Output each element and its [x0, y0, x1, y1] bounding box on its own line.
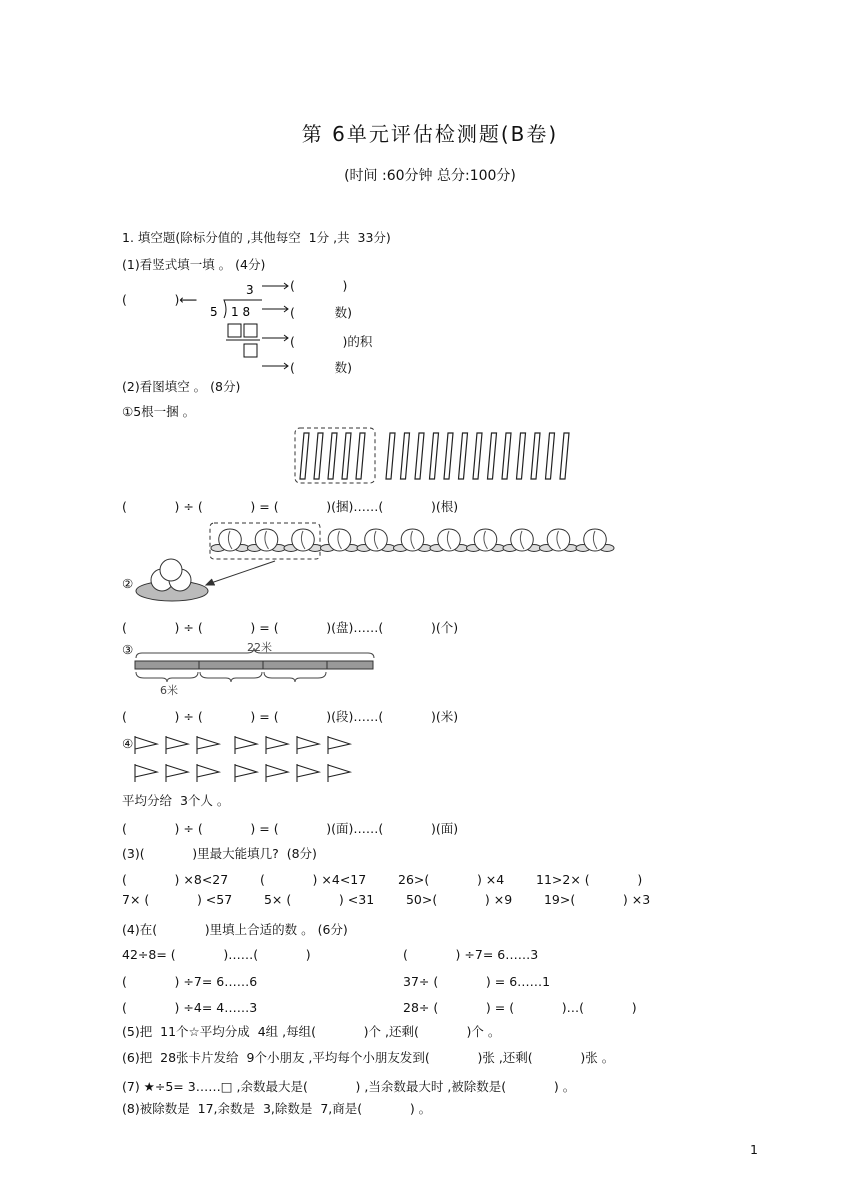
q1-answer-3: ( )的积	[290, 334, 373, 349]
q2-sub4-answer: ( ) ÷ ( ) = ( )(面)……( )(面)	[122, 821, 459, 836]
flag	[266, 736, 288, 754]
q1-label: (1)看竖式填一填 。 (4分)	[122, 257, 266, 272]
q4-item-a: 42÷8= ( )……( )	[122, 947, 311, 962]
flag	[235, 736, 257, 754]
peach	[394, 529, 432, 552]
page-subtitle: (时间 :60分钟 总分:100分)	[344, 168, 516, 184]
q2-sub1-answer: ( ) ÷ ( ) = ( )(捆)……( )(根)	[122, 499, 459, 514]
stick	[415, 433, 424, 479]
stick	[444, 433, 453, 479]
peach	[357, 529, 395, 552]
peaches-illustration	[120, 518, 620, 610]
total-length-label: 22米	[247, 641, 272, 654]
stick	[459, 433, 468, 479]
q1-left-blank: ( )⟵	[122, 292, 198, 307]
flag	[166, 764, 188, 782]
blank-box	[244, 344, 257, 357]
flag	[328, 736, 350, 754]
peach	[503, 529, 541, 552]
peach	[211, 529, 249, 552]
q1-answer-1: ( )	[290, 278, 348, 293]
stick	[473, 433, 482, 479]
stick	[356, 433, 365, 479]
q2-sub3-answer: ( ) ÷ ( ) = ( )(段)……( )(米)	[122, 709, 459, 724]
rope-diagram	[132, 638, 377, 700]
flag	[135, 764, 157, 782]
q2-sub2-marker: ②	[122, 576, 134, 591]
stick	[300, 433, 309, 479]
q2-sub4-text: 平均分给 3个人 。	[122, 793, 230, 808]
q2-sub4-marker: ④	[122, 736, 134, 751]
q1-answer-4: ( 数)	[290, 360, 352, 375]
stick	[386, 433, 395, 479]
flag	[135, 736, 157, 754]
flag	[266, 764, 288, 782]
q4-item-c: ( ) ÷7= 6……6	[122, 974, 258, 989]
q4-item-b: ( ) ÷7= 6……3	[403, 947, 539, 962]
stick	[546, 433, 555, 479]
peach	[321, 529, 359, 552]
q4-item-f: 28÷ ( ) = ( )…( )	[403, 1000, 637, 1015]
q2-sub1-label: ①5根一捆 。	[122, 404, 196, 419]
stick	[314, 433, 323, 479]
blank-box	[228, 324, 241, 337]
flag	[297, 736, 319, 754]
blank-box	[244, 324, 257, 337]
peach	[430, 529, 468, 552]
page-title: 第 6单元评估检测题(B卷)	[301, 122, 559, 146]
flag	[297, 764, 319, 782]
q3-row-2: 7× ( ) <57 5× ( ) <31 50>( ) ×9 19>( ) ×3	[122, 892, 651, 907]
q5: (5)把 11个☆平均分成 4组 ,每组( )个 ,还剩( )个 。	[122, 1024, 501, 1039]
q7: (7) ★÷5= 3……□ ,余数最大是( ) ,当余数最大时 ,被除数是( ) 。	[122, 1079, 576, 1094]
q4-label: (4)在( )里填上合适的数 。 (6分)	[122, 922, 348, 937]
q3-row-1: ( ) ×8<27 ( ) ×4<17 26>( ) ×4 11>2× ( )	[122, 872, 643, 887]
peach	[467, 529, 505, 552]
stick	[342, 433, 351, 479]
peach	[540, 529, 578, 552]
sticks-illustration	[290, 425, 580, 487]
stick	[517, 433, 526, 479]
flag	[235, 764, 257, 782]
stick	[430, 433, 439, 479]
page-number: 1	[750, 1142, 758, 1157]
q6: (6)把 28张卡片发给 9个小朋友 ,平均每个小朋友发到( )张 ,还剩( )张 。	[122, 1050, 615, 1065]
peach	[576, 529, 614, 552]
stick	[531, 433, 540, 479]
section-heading: 1. 填空题(除标分值的 ,其他每空 1分 ,共 33分)	[122, 230, 391, 245]
q8: (8)被除数是 17,余数是 3,除数是 7,商是( ) 。	[122, 1101, 432, 1116]
peach	[284, 529, 322, 552]
q2-label: (2)看图填空 。 (8分)	[122, 379, 241, 394]
q2-sub2-answer: ( ) ÷ ( ) = ( )(盘)……( )(个)	[122, 620, 459, 635]
flags-illustration	[130, 734, 370, 786]
stick	[502, 433, 511, 479]
quotient-digit: 3	[246, 283, 254, 297]
flag	[197, 736, 219, 754]
q4-item-d: 37÷ ( ) = 6……1	[403, 974, 551, 989]
stick	[401, 433, 410, 479]
segment-length-label: 6米	[160, 684, 178, 697]
stick	[328, 433, 337, 479]
q4-item-e: ( ) ÷4= 4……3	[122, 1000, 258, 1015]
stick	[488, 433, 497, 479]
divisor-digit: 5	[210, 305, 218, 319]
q3-label: (3)( )里最大能填几? (8分)	[122, 846, 317, 861]
peach	[248, 529, 286, 552]
stick	[560, 433, 569, 479]
flag	[328, 764, 350, 782]
dividend-digits: 1 8	[231, 305, 251, 319]
flag	[197, 764, 219, 782]
q2-sub3-marker: ③	[122, 642, 134, 657]
q1-answer-2: ( 数)	[290, 305, 352, 320]
flag	[166, 736, 188, 754]
